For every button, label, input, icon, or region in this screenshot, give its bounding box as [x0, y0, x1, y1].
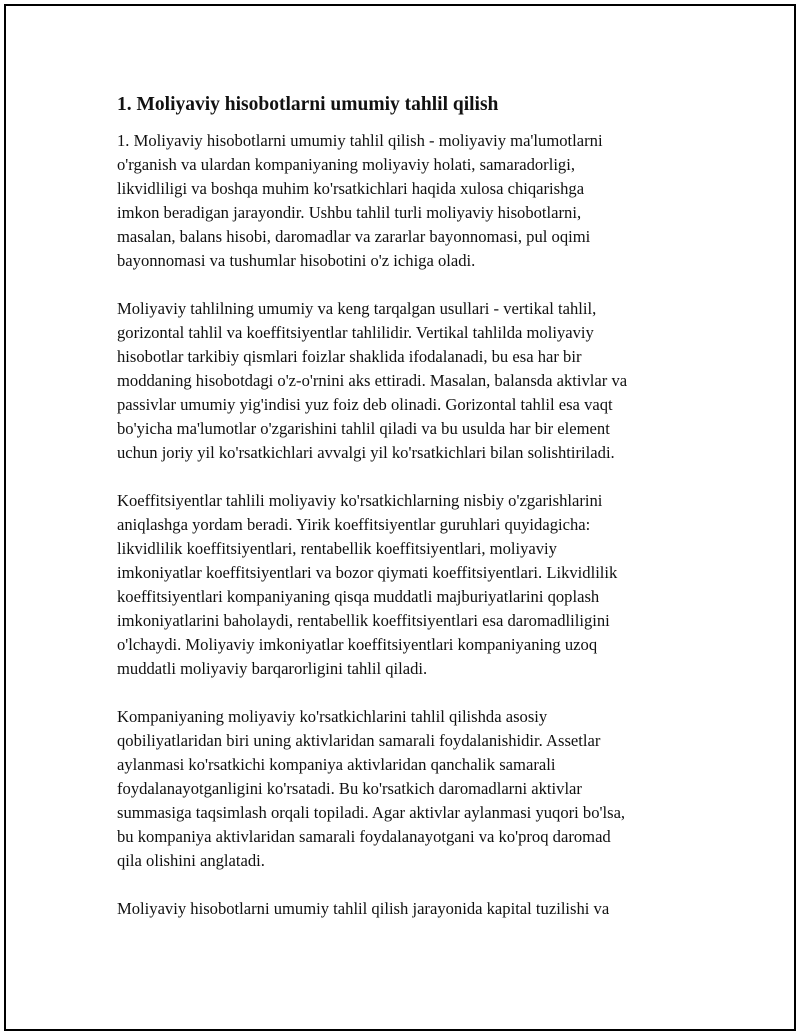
- text-line: Moliyaviy tahlilning umumiy va keng tarqalgan usullari - vertikal tahlil,: [117, 299, 597, 318]
- text-line: Koeffitsiyentlar tahlili moliyaviy ko'rsatkichlarning nisbiy o'zgarishlarini: [117, 491, 603, 510]
- text-line: likvidliligi va boshqa muhim ko'rsatkichlari haqida xulosa chiqarishga: [117, 179, 585, 198]
- text-line: aylanmasi ko'rsatkichi kompaniya aktivlaridan qanchalik samarali: [117, 755, 556, 774]
- text-line: koeffitsiyentlari kompaniyaning qisqa muddatli majburiyatlarini qoplash: [117, 587, 600, 606]
- text-line: foydalanayotganligini ko'rsatadi. Bu ko'rsatkich daromadlarni aktivlar: [117, 779, 582, 798]
- text-line: 1. Moliyaviy hisobotlarni umumiy tahlil qilish - moliyaviy ma'lumotlarni: [117, 131, 603, 150]
- text-line: likvidlilik koeffitsiyentlari, rentabellik koeffitsiyentlari, moliyaviy: [117, 539, 557, 558]
- text-line: o'lchaydi. Moliyaviy imkoniyatlar koeffitsiyentlari kompaniyaning uzoq: [117, 635, 598, 654]
- text-line: masalan, balans hisobi, daromadlar va zararlar bayonnomasi, pul oqimi: [117, 227, 591, 246]
- text-line: muddatli moliyaviy barqarorligini tahlil qiladi.: [117, 659, 428, 678]
- section-heading: 1. Moliyaviy hisobotlarni umumiy tahlil qilish: [117, 94, 499, 115]
- text-line: imkoniyatlar koeffitsiyentlari va bozor qiymati koeffitsiyentlari. Likvidlilik: [117, 563, 618, 582]
- text-line: Kompaniyaning moliyaviy ko'rsatkichlarini tahlil qilishda asosiy: [117, 707, 548, 726]
- text-line: summasiga taqsimlash orqali topiladi. Agar aktivlar aylanmasi yuqori bo'lsa,: [117, 803, 626, 822]
- text-line: bu kompaniya aktivlaridan samarali foydalanayotgani va ko'proq daromad: [117, 827, 611, 846]
- text-line: bo'yicha ma'lumotlar o'zgarishini tahlil qiladi va bu usulda har bir element: [117, 419, 610, 438]
- text-line: aniqlashga yordam beradi. Yirik koeffitsiyentlar guruhlari quyidagicha:: [117, 515, 591, 534]
- text-line: bayonnomasi va tushumlar hisobotini o'z ichiga oladi.: [117, 251, 476, 270]
- text-line: moddaning hisobotdagi o'z-o'rnini aks ettiradi. Masalan, balansda aktivlar va: [117, 371, 628, 390]
- paragraph-intro: [117, 129, 697, 273]
- paragraph-assets: [117, 705, 697, 873]
- paragraph-ratios: [117, 489, 697, 681]
- text-line: qila olishini anglatadi.: [117, 851, 265, 870]
- text-line: gorizontal tahlil va koeffitsiyentlar tahlilidir. Vertikal tahlilda moliyaviy: [117, 323, 594, 342]
- text-line: imkoniyatlarini baholaydi, rentabellik koeffitsiyentlari esa daromadliligini: [117, 611, 610, 630]
- text-line: o'rganish va ulardan kompaniyaning moliyaviy holati, samaradorligi,: [117, 155, 575, 174]
- text-line: imkon beradigan jarayondir. Ushbu tahlil turli moliyaviy hisobotlarni,: [117, 203, 582, 222]
- document-body: [117, 92, 697, 945]
- text-line: hisobotlar tarkibiy qismlari foizlar shaklida ifodalanadi, bu esa har bir: [117, 347, 582, 366]
- text-line: qobiliyatlaridan biri uning aktivlaridan samarali foydalanishidir. Assetlar: [117, 731, 601, 750]
- text-line: Moliyaviy hisobotlarni umumiy tahlil qilish jarayonida kapital tuzilishi va: [117, 899, 610, 918]
- paragraph-capital: [117, 897, 697, 921]
- text-line: uchun joriy yil ko'rsatkichlari avvalgi yil ko'rsatkichlari bilan solishtiriladi.: [117, 443, 615, 462]
- text-line: passivlar umumiy yig'indisi yuz foiz deb olinadi. Gorizontal tahlil esa vaqt: [117, 395, 613, 414]
- paragraph-methods: [117, 297, 697, 465]
